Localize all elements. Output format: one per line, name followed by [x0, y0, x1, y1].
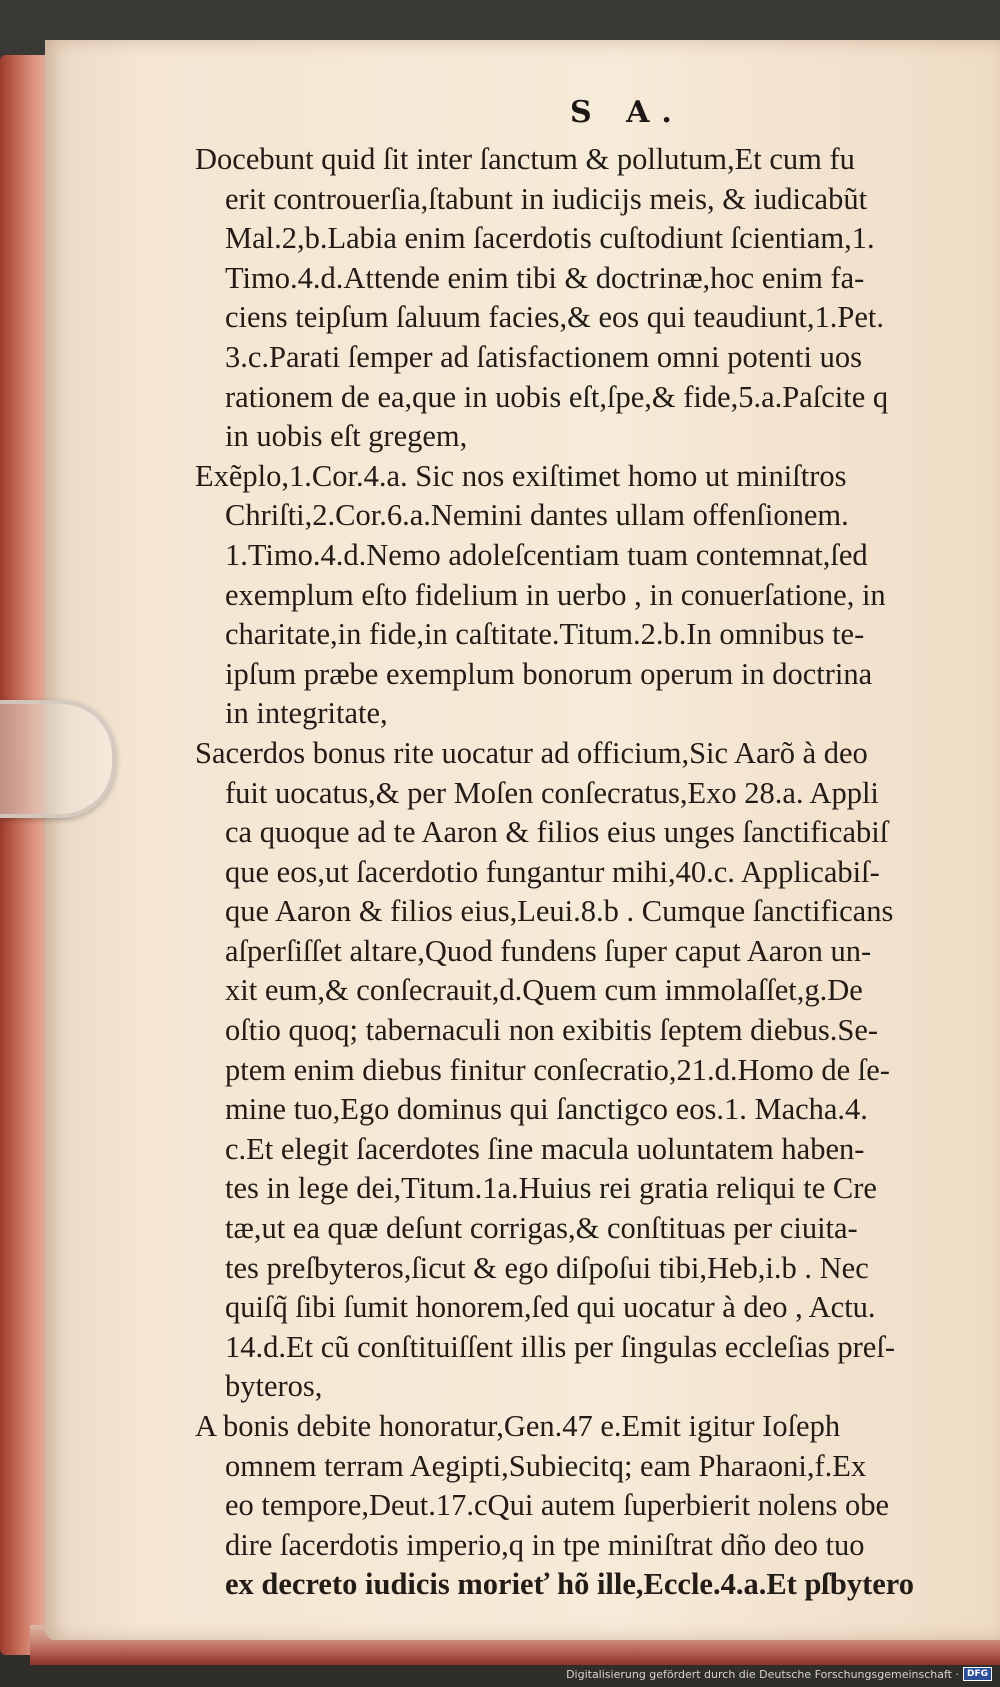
text-line: ptem enim diebus finitur conſecratio,21.d.Homo de ſe- — [225, 1052, 890, 1087]
text-line: eo tempore,Deut.17.cQui autem ſuperbierit nolens obe — [225, 1488, 890, 1523]
text-line: Exẽplo,1.Cor.4.a. Sic nos exiſtimet homo ut miniſtros — [195, 458, 847, 493]
footer-credit — [566, 1667, 992, 1681]
text-line: exemplum eſto fidelium in uerbo , in conuerſatione, in — [225, 577, 886, 612]
text-line: in uobis eſt gregem, — [225, 419, 468, 454]
text-line: ipſum præbe exemplum bonorum operum in doctrina — [225, 656, 873, 691]
page-header: S A. — [570, 95, 684, 130]
text-line: quiſq̃ ſibi ſumit honorem,ſed qui uocatur à deo , Actu. — [225, 1290, 876, 1325]
text-line: dire ſacerdotis imperio,q in tpe miniſtrat dño deo tuo — [225, 1527, 865, 1562]
text-line: rationem de ea,que in uobis eſt,ſpe,& fide,5.a.Paſcite q — [225, 379, 889, 414]
text-line: ex decreto iudicis morieť hõ ille,Eccle.4.a.Et pſbytero — [225, 1567, 915, 1602]
text-line: Timo.4.d.Attende enim tibi & doctrinæ,hoc enim fa- — [225, 260, 865, 295]
text-line: Mal.2,b.Labia enim ſacerdotis cuſtodiunt ſcientiam,1. — [225, 221, 875, 256]
text-line: tes preſbyteros,ſicut & ego diſpoſui tibi,Heb,i.b . Nec — [225, 1250, 869, 1285]
text-line: c.Et elegit ſacerdotes ſine macula uoluntatem haben- — [225, 1131, 865, 1166]
text-line: xit eum,& conſecrauit,d.Quem cum immolaſſet,g.De — [225, 973, 863, 1008]
text-line: Docebunt quid ſit inter ſanctum & pollutum,Et cum fu — [195, 142, 855, 176]
text-line: que Aaron & filios eius,Leui.8.b . Cumque ſanctificans — [225, 894, 894, 929]
text-line: omnem terram Aegipti,Subiecitq; eam Pharaoni,f.Ex — [225, 1448, 867, 1483]
text-line: Chriſti,2.Cor.6.a.Nemini dantes ullam offenſionem. — [225, 498, 849, 533]
dfg-logo-icon: DFG — [963, 1667, 992, 1681]
text-line: charitate,in fide,in caſtitate.Titum.2.b.In omnibus te- — [225, 617, 865, 652]
text-line: oſtio quoq; tabernaculi non exibitis ſeptem diebus.Se- — [225, 1013, 879, 1048]
text-line: ca quoque ad te Aaron & filios eius unges ſanctificabiſ — [225, 815, 889, 850]
text-line: aſperſiſſet altare,Quod fundens ſuper caput Aaron un- — [225, 933, 872, 968]
text-line: erit controuerſia,ſtabunt in iudicijs meis, & iudicabũt — [225, 181, 868, 216]
text-line: 1.Timo.4.d.Nemo adoleſcentiam tuam contemnat,ſed — [225, 537, 868, 572]
text-line: 14.d.Et cũ conſtituiſſent illis per ſingulas eccleſias preſ- — [225, 1329, 895, 1364]
text-line: ciens teipſum ſaluum facies,& eos qui teaudiunt,1.Pet. — [225, 300, 884, 335]
page-text — [195, 140, 945, 1605]
text-line: in integritate, — [225, 696, 388, 731]
text-line: Sacerdos bonus rite uocatur ad officium,Sic Aarõ à deo — [195, 735, 868, 770]
text-line: que eos,ut ſacerdotio fungantur mihi,40.c. Applicabiſ- — [225, 854, 880, 889]
text-line: fuit uocatus,& per Moſen conſecratus,Exo 28.a. Appli — [225, 775, 879, 810]
text-line: 3.c.Parati ſemper ad ſatisfactionem omni potenti uos — [225, 339, 862, 374]
page-clip — [0, 700, 116, 818]
text-line: tes in lege dei,Titum.1a.Huius rei gratia reliqui te Cre — [225, 1171, 877, 1206]
text-line: byteros, — [225, 1369, 323, 1404]
text-line: A bonis debite honoratur,Gen.47 e.Emit igitur Ioſeph — [195, 1409, 841, 1443]
text-line: mine tuo,Ego dominus qui ſanctigco eos.1. Macha.4. — [225, 1092, 868, 1127]
footer-text: Digitalisierung gefördert durch die Deutsche Forschungsgemeinschaft · — [566, 1667, 959, 1681]
text-line: tæ,ut ea quæ deſunt corrigas,& conſtituas per ciuita- — [225, 1211, 858, 1246]
